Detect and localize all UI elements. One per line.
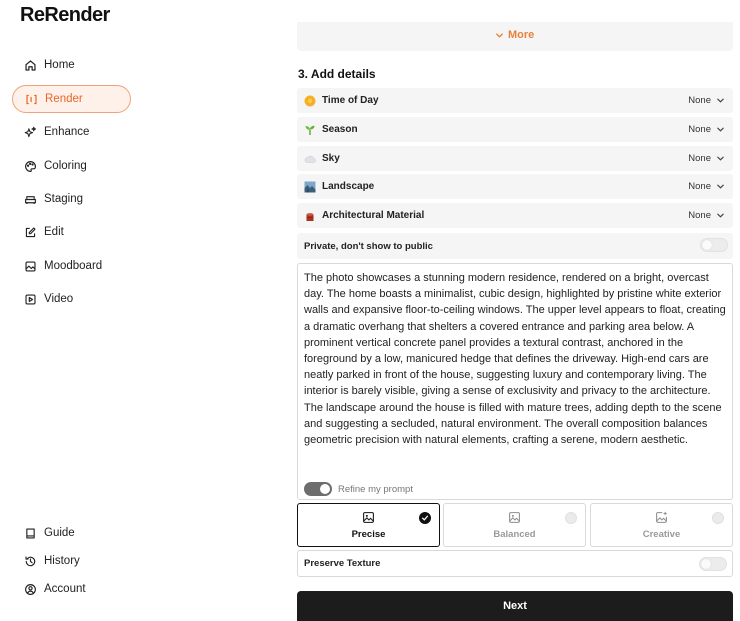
mode-balanced[interactable]	[443, 503, 586, 547]
sidebar-item-enhance[interactable]	[12, 118, 131, 146]
private-toggle[interactable]	[700, 238, 728, 252]
preserve-texture-row	[297, 550, 733, 577]
next-button[interactable]: Next	[297, 591, 733, 621]
sprout-icon	[304, 124, 316, 136]
mode-selected-indicator	[419, 512, 431, 524]
edit-icon	[23, 225, 37, 239]
prompt-text[interactable]: The photo showcases a stunning modern residence, rendered on a bright, overcast day. The home boasts a minimalist, cubic design, highlighted by pristine white exterior walls and expansive floor-to-ceiling windows. The upper level appears to float, creating a dramatic overhang that shelters a covered entrance and parking area below. A prominent vertical concrete panel provides a textural contrast, anchored in the foreground by a low, manicured hedge that defines the driveway. High-end cars are neatly parked in front of the house, suggesting luxury and contemporary living. The interior is barely visible, giving a sense of exclusivity and privacy to the architecture. The landscape around the house is filled with mature trees, adding depth to the scene and suggesting a secluded, natural environment. The overall composition balances geometric precision with natural elements, crafting a serene, modern aesthetic.	[304, 272, 726, 447]
refine-prompt-control[interactable]	[304, 482, 413, 496]
sidebar-item-label: Render	[45, 93, 83, 105]
book-icon	[23, 526, 37, 540]
detail-label: Time of Day	[322, 95, 379, 106]
sparkles-icon	[23, 125, 37, 139]
user-icon	[23, 582, 37, 596]
chevron-down-icon	[716, 182, 725, 191]
preserve-texture-toggle[interactable]	[699, 557, 727, 571]
detail-label: Architectural Material	[322, 210, 425, 221]
sidebar-item-edit[interactable]	[12, 218, 131, 246]
chevron-down-icon	[716, 211, 725, 220]
detail-row-time-of-day[interactable]	[297, 88, 733, 113]
sidebar-item-home[interactable]	[12, 51, 131, 79]
sidebar-item-coloring[interactable]	[12, 152, 131, 180]
video-icon	[23, 292, 37, 306]
detail-value: None	[688, 153, 711, 164]
sidebar-item-label: Enhance	[44, 126, 90, 138]
sun-icon	[304, 95, 316, 107]
check-icon	[421, 514, 429, 522]
sidebar-item-label: Home	[44, 59, 75, 71]
sidebar-item-guide[interactable]	[12, 519, 131, 547]
sidebar-item-label: Staging	[44, 193, 84, 205]
section-title: 3. Add details	[298, 67, 376, 81]
sidebar-item-staging[interactable]	[12, 185, 131, 213]
detail-value: None	[688, 95, 711, 106]
detail-label: Landscape	[322, 181, 375, 192]
mode-radio	[565, 512, 577, 524]
sidebar-item-account[interactable]	[12, 575, 131, 603]
image-sparkle-icon	[655, 511, 668, 524]
cloud-icon	[304, 153, 316, 165]
detail-row-architectural-material[interactable]	[297, 203, 733, 228]
landscape-icon	[304, 181, 316, 193]
private-row	[297, 233, 733, 259]
sidebar-item-history[interactable]	[12, 547, 131, 575]
sidebar-item-label: Video	[44, 293, 74, 305]
mode-label: Creative	[642, 529, 681, 540]
mode-label: Balanced	[493, 529, 536, 540]
render-icon	[24, 92, 38, 106]
brick-icon	[304, 210, 316, 222]
image-icon	[362, 511, 375, 524]
sidebar-item-video[interactable]	[12, 285, 131, 313]
sidebar-item-render[interactable]	[12, 85, 131, 113]
private-label: Private, don't show to public	[304, 240, 433, 252]
prompt-textarea[interactable]	[297, 263, 733, 500]
history-icon	[23, 554, 37, 568]
sidebar-item-label: Account	[44, 583, 86, 595]
sidebar-item-label: Moodboard	[44, 260, 103, 272]
chevron-down-icon	[716, 125, 725, 134]
sofa-icon	[23, 192, 37, 206]
sidebar-item-moodboard[interactable]	[12, 252, 131, 280]
palette-icon	[23, 159, 37, 173]
more-button[interactable]	[495, 29, 534, 41]
detail-value: None	[688, 181, 711, 192]
mode-creative[interactable]	[590, 503, 733, 547]
chevron-down-icon	[495, 31, 504, 40]
detail-row-sky[interactable]	[297, 146, 733, 171]
more-label: More	[508, 29, 535, 41]
mode-radio	[712, 512, 724, 524]
image-icon	[508, 511, 521, 524]
detail-label: Sky	[322, 153, 340, 164]
sidebar-item-label: Edit	[44, 226, 64, 238]
chevron-down-icon	[716, 154, 725, 163]
mode-label: Precise	[351, 529, 386, 540]
sidebar-item-label: History	[44, 555, 80, 567]
detail-row-landscape[interactable]	[297, 174, 733, 199]
sidebar	[0, 0, 285, 621]
image-icon	[23, 259, 37, 273]
detail-row-season[interactable]	[297, 117, 733, 142]
preserve-texture-label: Preserve Texture	[304, 558, 381, 569]
app-logo: ReRender	[20, 4, 110, 26]
detail-label: Season	[322, 124, 358, 135]
mode-precise[interactable]	[297, 503, 440, 547]
refine-toggle[interactable]	[304, 482, 332, 496]
detail-value: None	[688, 210, 711, 221]
detail-value: None	[688, 124, 711, 135]
refine-label: Refine my prompt	[338, 483, 413, 495]
sidebar-item-label: Guide	[44, 527, 75, 539]
sidebar-item-label: Coloring	[44, 160, 87, 172]
home-icon	[23, 58, 37, 72]
chevron-down-icon	[716, 96, 725, 105]
